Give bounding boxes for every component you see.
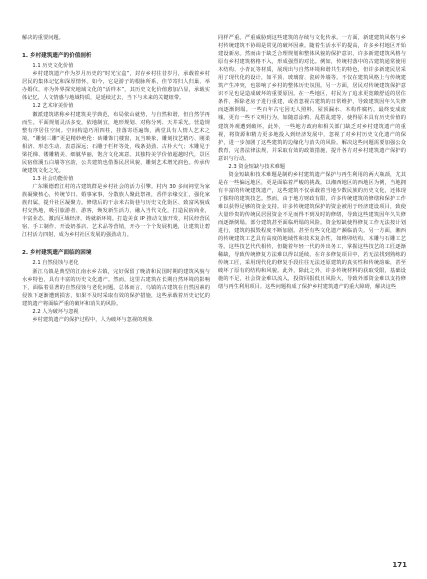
paragraph-1-1: 乡村建筑遗产作为岁月历史的“时光宝盒”，封存乡村往昔岁月，承载着乡村居民的集体记忆和深厚情怀。如今，它是游子的根脉所系，佳节寄归人归巢、举办婚仪，亦为外界探究地域文化的“活样本”，其历史文化价值愈加凸显，承载实体记忆，人文情感与地域特质，是延续过去，当下与未来的关键纽带。 — [22, 71, 210, 102]
paragraph-2-2-continued: 同样严重。严重威胁到这些建筑的存续与文化传承。一方面，新建建筑风格与乡村传统建筑不协调是常见的破坏因素。随着生活水平的提高，许多乡村地区开始建设新房。然而由于缺乏合理规划和整体风貌的保护意识，许多新建建筑风格与原有乡村建筑格格不入，形成强烈的对比。例如，传统村落中的古建筑通常使用木结构、小青瓦等材质，展现出与自然环境和谐共生的特色，但许多新建民居采用了现代化的设计，如平顶、玻璃窗、瓷砖外墙等。不仅在建筑风格上与传统建筑产生冲突，也影响了乡村的整体历史氛围。另一方面，居民对传统建筑保护意识不足也是造成破坏的重要原因。在一些地区，村民为了追求更宽敞舒适的居住条件，拆除老房子进行重建，或者忽视古建筑的日常维护，导致建筑因年久失修而逐渐倒塌。一些百年古宅因无人照料，屋顶漏水、木构件腐朽，最终变成废墟。更有一些不文明行为，如随意涂鸦、乱搭乱建等，使得原本具有历史价值的建筑外观遭到破坏。此外，一些地方政府和相关部门缺乏对乡村建筑遗产的重视，将资源和精力更多地投入到经济发展中，忽视了对乡村历史文化遗产的保护，进一步加剧了这些建筑的边缘化与消失的风险。解决这些问题需要加强公众教育，完善法律法规，并采取有效的政策措施，提升各方对乡村建筑遗产保护的意识与行动。 — [218, 35, 406, 162]
left-column — [22, 34, 210, 324]
section-heading-1: 1. 乡村建筑遗产的价值剖析 — [22, 53, 92, 60]
subsection-heading-2-1: 2.1 自然侵蚀与老化 — [32, 260, 79, 267]
paragraph-1-2: 徽派建筑堪称乡村建筑美学典范，布局依山就势，与自然和谐，但自然学再而生。平面规划灵活多变，依地制宜，地形规划、对称分列、天井采光。营造规整有序居住空间。空间构造巧用四柱，挂落寄语遍饰，满堂具有人情人艺术之境。“雕刻三雕”更是精妙绝伦：砖雕饰门楼窗，瓦当映象，雕刻技艺精巧、刚柔相济、形态生动、表意深远；石雕于栏杆等处，线条劲劲、古朴大气；木雕见于梁托梯、镂雕精美、细腻华丽，饱含文化寓意。其独特美学价值超越时代，景区民宿值溪五白墙等宫韵，公共建筑也借鉴民居风貌，雕刻艺术增光润色。传承传统建筑文化之光。 — [22, 111, 210, 174]
page-number: 171 — [392, 561, 407, 569]
paragraph-1-3: 广东顺德碧江村的古建筑群是乡村社会的活力引擎。村内 30 多间祠堂为家族凝聚核心，传统节日、婚事家事，分散族人聚此祭祖，香伴亲缘交汇，强化家族归属，提升社区凝聚力。修缮后的干余米古街巷与历史文化街区、致富风貌成村交热地，吸引旅游者、游客，焕发新生活力，融入当代文化，打造民宿商业，丰富业态，激活区域经济，铸就新环境。打造美食 IP 推动文旅开发，村民经营民宿、手工制作、开设奶茶店、艺术品等营销，开办一个个发展机遇，让建筑让碧江村活力四射，成为乡村社区发展的强劲动力。 — [22, 183, 210, 239]
section-heading-2: 2. 乡村建筑遗产面临的困境 — [22, 250, 92, 257]
paragraph-2-2: 乡村建筑遗产的保护过程中，人为破坏与忽视的现象 — [32, 316, 153, 323]
right-column — [218, 34, 406, 292]
subsection-heading-1-2: 1.2 艺术审美价值 — [32, 103, 74, 110]
subsection-heading-2-2: 2.2 人为破坏与忽视 — [32, 308, 79, 315]
paragraph-2-1: 浙江乌镇是典型的江南水乡古镇，完好保留了晚清和民国时期的建筑风貌与水乡特色，具有丰富的历史文化遗产。然而，这里古建筑在长期自然环境的影响下，面临着显著的自然侵蚀与老化问题。总体而言，乌镇的古建筑在自然因素的侵蚀下逐渐遭到损害，如果不及时采取有效的保护措施，这些承载着历史记忆的建筑遗产将面临严重的破坏和消失的风险。 — [22, 268, 210, 307]
subsection-heading-2-3: 2.3 资金短缺与技术难题 — [228, 163, 285, 170]
paragraph-2-3: 资金短缺和技术难题是制约乡村建筑遗产保护与再生利用的两大瓶颈，尤其是在一些偏远地区，更是面临着严峻的挑战。以湘西地区的西地区为例，当地拥有丰富的传统建筑遗产，这些建筑不仅承载着当地少数民族的历史文化，还体现了独特的建筑技艺。然而，由于地方财政有限，许多传统建筑的修缮和保护工作难以获得足够的资金支持。许多传统建筑保护的资金被用于经济建设项目，致使大量珍贵的传统民居因资金不足而得不到及时的修缮，导致这些建筑因年久失修而逐渐倒塌。部分建筑甚至面临坍塌的风险。资金短缺使得修复工作无法按计划进行，建筑的损毁程度不断加剧。甚至有些文化遗产濒临消失。另一方面，湘西的传统建筑工艺具有高度的地域性和技术复杂性，如榫卯结构、木雕与石雕工艺等。这些技艺代代相传，但随着年轻一代的外出务工，掌握这些技艺的工匠逐渐稀缺，导致传统修复方法难以得以延续。在许多修复项目中，若无法找到熟练的传统工匠，采用现代化的修复手段往往无法还原建筑的真实性和传统韵味，甚至破坏了原有的结构和风貌。此外，除此之外，许多传统材料的获取受限，基础设施的不足，社会资金难以流入，投资回报低且风险大，导致外部资金难以支持修缮与再生利用项目。这些问题构成了保护乡村建筑遗产的重大障碍，解决这些 — [218, 171, 406, 291]
subsection-heading-1-1: 1.1 历史文化价值 — [32, 63, 74, 70]
intro-text: 解决的重要问题。 — [22, 35, 64, 41]
subsection-heading-1-3: 1.3 社会功能价值 — [32, 175, 74, 182]
